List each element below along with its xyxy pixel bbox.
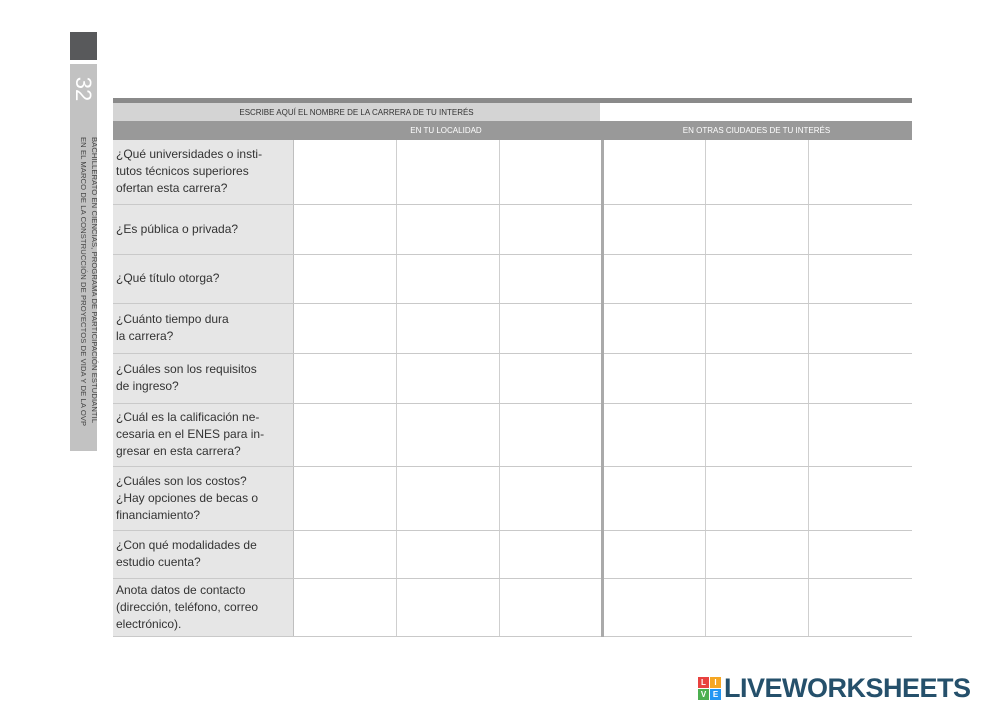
other-city-answer-cell[interactable] [809,578,912,636]
question-cell [113,140,294,204]
other-city-answer-cell[interactable] [603,303,706,353]
local-answer-cell[interactable] [294,466,397,530]
side-tab-dark [70,32,97,60]
local-answer-cell[interactable] [500,303,603,353]
logo-text: LIVEWORKSHEETS [724,673,971,703]
other-city-answer-cell[interactable] [809,303,912,353]
local-answer-cell[interactable] [397,303,500,353]
other-city-answer-cell[interactable] [809,403,912,466]
other-city-answer-cell[interactable] [603,204,706,254]
local-answer-cell[interactable] [294,254,397,303]
other-city-answer-cell[interactable] [809,140,912,204]
logo-mark-letter: I [710,677,721,688]
career-input[interactable] [600,103,916,123]
page-number: 32 [71,76,97,102]
career-table [113,140,912,637]
other-city-answer-cell[interactable] [603,140,706,204]
other-city-answer-cell[interactable] [809,204,912,254]
question-text: ¿Con qué modalidades de estudio cuenta? [116,538,257,569]
local-answer-cell[interactable] [397,578,500,636]
question-cell [113,466,294,530]
other-city-answer-cell[interactable] [809,530,912,578]
local-answer-cell[interactable] [294,578,397,636]
other-city-answer-cell[interactable] [809,353,912,403]
local-answer-cell[interactable] [397,254,500,303]
local-answer-cell[interactable] [500,466,603,530]
career-label: ESCRIBE AQUÍ EL NOMBRE DE LA CARRERA DE TU INTERÉS [113,103,600,121]
question-text: ¿Cuáles son los requisitos de ingreso? [116,362,257,393]
other-city-answer-cell[interactable] [706,254,809,303]
local-answer-cell[interactable] [397,530,500,578]
question-cell [113,254,294,303]
column-header-row [113,121,912,140]
local-answer-cell[interactable] [397,353,500,403]
local-answer-cell[interactable] [500,353,603,403]
other-city-answer-cell[interactable] [706,530,809,578]
question-cell [113,403,294,466]
question-text: ¿Es pública o privada? [116,221,239,236]
other-city-answer-cell[interactable] [706,466,809,530]
other-city-answer-cell[interactable] [603,403,706,466]
local-answer-cell[interactable] [294,353,397,403]
question-cell [113,530,294,578]
other-city-answer-cell[interactable] [706,353,809,403]
local-answer-cell[interactable] [500,530,603,578]
local-answer-cell[interactable] [294,403,397,466]
local-answer-cell[interactable] [294,140,397,204]
other-city-answer-cell[interactable] [706,140,809,204]
logo-mark-letter: E [710,689,721,700]
question-text: ¿Cuánto tiempo dura la carrera? [116,312,229,343]
local-answer-cell[interactable] [500,140,603,204]
local-answer-cell[interactable] [500,204,603,254]
side-caption [78,137,100,447]
question-cell [113,303,294,353]
other-city-answer-cell[interactable] [809,254,912,303]
question-text: ¿Cuáles son los costos? ¿Hay opciones de becas o financiamiento? [116,473,259,522]
other-city-answer-cell[interactable] [603,353,706,403]
table-row [113,140,912,204]
logo-mark-letter: L [698,677,709,688]
local-answer-cell[interactable] [397,403,500,466]
other-city-answer-cell[interactable] [603,530,706,578]
other-city-answer-cell[interactable] [603,466,706,530]
table-row [113,578,912,636]
local-answer-cell[interactable] [397,466,500,530]
table-row [113,403,912,466]
other-city-answer-cell[interactable] [706,303,809,353]
logo-mark-icon [698,677,721,700]
table-row [113,204,912,254]
local-answer-cell[interactable] [294,303,397,353]
header-local: EN TU LOCALIDAD [410,126,482,135]
question-cell [113,578,294,636]
question-text: ¿Qué universidades o insti- tutos técnicos superiores ofertan esta carrera? [116,147,263,196]
local-answer-cell[interactable] [500,254,603,303]
other-city-answer-cell[interactable] [706,204,809,254]
career-row [113,103,916,121]
question-cell [113,353,294,403]
question-cell [113,204,294,254]
other-city-answer-cell[interactable] [706,578,809,636]
other-city-answer-cell[interactable] [603,254,706,303]
question-text: Anota datos de contacto (dirección, teléfono, correo electrónico). [116,582,259,631]
logo-mark-letter: V [698,689,709,700]
table-row [113,254,912,303]
liveworksheets-logo [698,673,971,704]
table-row [113,353,912,403]
question-text: ¿Qué título otorga? [116,271,220,285]
local-answer-cell[interactable] [397,204,500,254]
table-row [113,466,912,530]
header-other-cities: EN OTRAS CIUDADES DE TU INTERÉS [682,126,831,135]
local-answer-cell[interactable] [500,403,603,466]
local-answer-cell[interactable] [500,578,603,636]
side-caption-line2: EN EL MARCO DE LA CONSTRUCCIÓN DE PROYECTOS DE VIDA Y DE LA OVP [79,137,88,427]
local-answer-cell[interactable] [397,140,500,204]
side-caption-line1: BACHILLERATO EN CIENCIAS, PROGRAMA DE PARTICIPACIÓN ESTUDIANTIL [90,137,99,424]
other-city-answer-cell[interactable] [706,403,809,466]
question-text: ¿Cuál es la calificación ne- cesaria en el ENES para in- gresar en esta carrera? [116,410,265,458]
local-answer-cell[interactable] [294,204,397,254]
other-city-answer-cell[interactable] [809,466,912,530]
table-row [113,303,912,353]
other-city-answer-cell[interactable] [603,578,706,636]
local-answer-cell[interactable] [294,530,397,578]
table-row [113,530,912,578]
